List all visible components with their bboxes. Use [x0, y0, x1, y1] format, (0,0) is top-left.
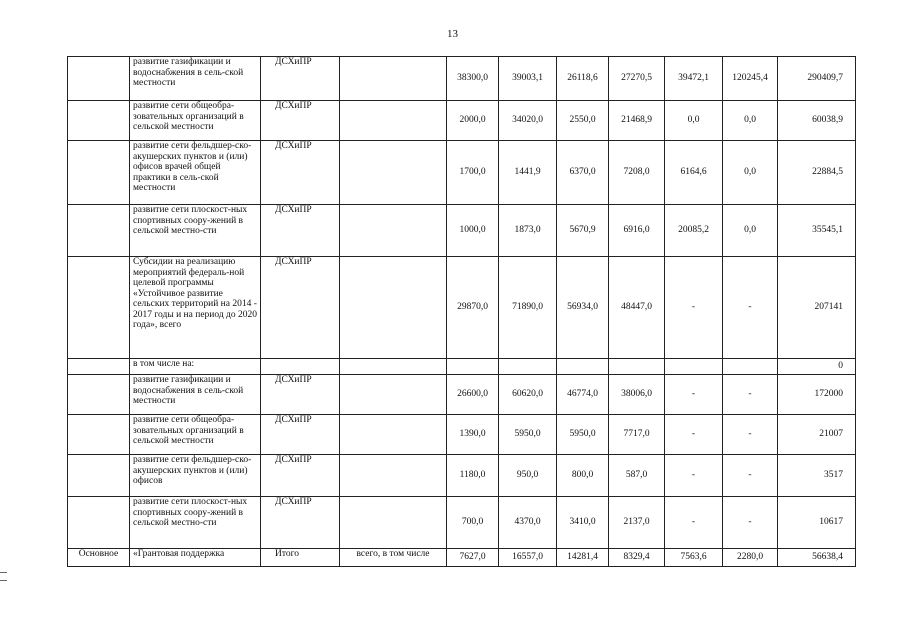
year-value-cell: 38006,0 [609, 375, 665, 415]
year-value-cell: 29870,0 [447, 257, 499, 359]
year-value-cell: - [665, 257, 723, 359]
year-value-cell: - [723, 257, 778, 359]
year-value-cell: 7717,0 [609, 415, 665, 455]
year-value-cell: 5950,0 [557, 415, 609, 455]
year-value-cell: 0,0 [723, 141, 778, 205]
year-value-cell: 1390,0 [447, 415, 499, 455]
year-value-cell: 6370,0 [557, 141, 609, 205]
total-value-cell: 172000 [778, 375, 856, 415]
year-value-cell [723, 359, 778, 375]
year-value-cell: 27270,5 [609, 57, 665, 101]
program-type-cell [68, 141, 130, 205]
year-value-cell: 6916,0 [609, 205, 665, 257]
program-type-cell: Основное [68, 549, 130, 567]
year-value-cell: 2137,0 [609, 497, 665, 549]
measure-name-cell: «Грантовая поддержка [130, 549, 261, 567]
program-type-cell [68, 497, 130, 549]
year-value-cell: 38300,0 [447, 57, 499, 101]
measure-name-cell: развитие газификации и водоснабжения в сель-ской местности [130, 57, 261, 101]
responsible-cell: ДСХиПР [261, 57, 340, 101]
year-value-cell: 950,0 [499, 455, 557, 497]
table-row [68, 205, 856, 257]
total-value-cell: 22884,5 [778, 141, 856, 205]
year-value-cell: 2000,0 [447, 101, 499, 141]
year-value-cell: 587,0 [609, 455, 665, 497]
year-value-cell [609, 359, 665, 375]
program-type-cell [68, 257, 130, 359]
year-value-cell: 56934,0 [557, 257, 609, 359]
year-value-cell: 5950,0 [499, 415, 557, 455]
year-value-cell: 1873,0 [499, 205, 557, 257]
table-row [68, 57, 856, 101]
year-value-cell: 14281,4 [557, 549, 609, 567]
year-value-cell: 48447,0 [609, 257, 665, 359]
page-number: 13 [447, 28, 458, 40]
total-value-cell: 3517 [778, 455, 856, 497]
year-value-cell: 16557,0 [499, 549, 557, 567]
table-row [68, 455, 856, 497]
year-value-cell: 39003,1 [499, 57, 557, 101]
year-value-cell: - [665, 415, 723, 455]
measure-name-cell: развитие сети фельдшер-ско-акушерских пунктов и (или) офисов [130, 455, 261, 497]
margin-tick-mark [0, 580, 7, 581]
program-type-cell [68, 359, 130, 375]
responsible-cell: Итого [261, 549, 340, 567]
year-value-cell: 46774,0 [557, 375, 609, 415]
year-value-cell: 800,0 [557, 455, 609, 497]
funding-source-cell [340, 141, 447, 205]
year-value-cell: - [723, 455, 778, 497]
funding-source-cell [340, 205, 447, 257]
year-value-cell: 1180,0 [447, 455, 499, 497]
year-value-cell: 21468,9 [609, 101, 665, 141]
responsible-cell: ДСХиПР [261, 101, 340, 141]
table-row [68, 415, 856, 455]
funding-source-cell [340, 455, 447, 497]
year-value-cell: 8329,4 [609, 549, 665, 567]
year-value-cell: 2280,0 [723, 549, 778, 567]
measure-name-cell: развитие сети плоскост-ных спортивных соору-жений в сельской местно-сти [130, 497, 261, 549]
total-value-cell: 10617 [778, 497, 856, 549]
year-value-cell: 26118,6 [557, 57, 609, 101]
program-type-cell [68, 455, 130, 497]
total-value-cell: 21007 [778, 415, 856, 455]
responsible-cell: ДСХиПР [261, 415, 340, 455]
measure-name-cell: развитие сети общеобра-зовательных организаций в сельской местности [130, 415, 261, 455]
year-value-cell: 0,0 [723, 101, 778, 141]
table-row [68, 549, 856, 567]
responsible-cell: ДСХиПР [261, 455, 340, 497]
total-value-cell: 56638,4 [778, 549, 856, 567]
year-value-cell [447, 359, 499, 375]
year-value-cell [665, 359, 723, 375]
measure-name-cell: Субсидии на реализацию мероприятий федераль-ной целевой программы «Устойчивое развитие сельских территорий на 2014 - 2017 годы и на период до 2020 года», всего [130, 257, 261, 359]
measure-name-cell: развитие сети общеобра-зовательных организаций в сельской местности [130, 101, 261, 141]
year-value-cell: 0,0 [723, 205, 778, 257]
responsible-cell: ДСХиПР [261, 497, 340, 549]
year-value-cell: 3410,0 [557, 497, 609, 549]
total-value-cell: 207141 [778, 257, 856, 359]
year-value-cell: - [723, 415, 778, 455]
margin-tick-mark [0, 572, 7, 573]
year-value-cell [557, 359, 609, 375]
responsible-cell: ДСХиПР [261, 375, 340, 415]
year-value-cell: 6164,6 [665, 141, 723, 205]
year-value-cell: 20085,2 [665, 205, 723, 257]
year-value-cell: 1441,9 [499, 141, 557, 205]
year-value-cell: - [723, 375, 778, 415]
responsible-cell: ДСХиПР [261, 257, 340, 359]
responsible-cell: ДСХиПР [261, 141, 340, 205]
table-body [68, 57, 856, 567]
year-value-cell: 39472,1 [665, 57, 723, 101]
budget-table [67, 56, 856, 567]
table-row [68, 497, 856, 549]
year-value-cell: 4370,0 [499, 497, 557, 549]
year-value-cell [499, 359, 557, 375]
total-value-cell: 60038,9 [778, 101, 856, 141]
measure-name-cell: развитие сети фельдшер-ско-акушерских пунктов и (или) офисов врачей общей практики в сель-ской местности [130, 141, 261, 205]
funding-source-cell [340, 257, 447, 359]
program-type-cell [68, 415, 130, 455]
funding-source-cell: всего, в том числе [340, 549, 447, 567]
measure-name-cell: развитие газификации и водоснабжения в сель-ской местности [130, 375, 261, 415]
funding-source-cell [340, 359, 447, 375]
program-type-cell [68, 375, 130, 415]
measure-name-cell: развитие сети плоскост-ных спортивных соору-жений в сельской местно-сти [130, 205, 261, 257]
year-value-cell: - [665, 455, 723, 497]
year-value-cell: 120245,4 [723, 57, 778, 101]
funding-source-cell [340, 375, 447, 415]
table-row [68, 375, 856, 415]
year-value-cell: 7208,0 [609, 141, 665, 205]
year-value-cell: 71890,0 [499, 257, 557, 359]
funding-source-cell [340, 415, 447, 455]
year-value-cell: 0,0 [665, 101, 723, 141]
program-type-cell [68, 101, 130, 141]
year-value-cell: 1700,0 [447, 141, 499, 205]
total-value-cell: 35545,1 [778, 205, 856, 257]
program-type-cell [68, 205, 130, 257]
year-value-cell: 2550,0 [557, 101, 609, 141]
year-value-cell: 7563,6 [665, 549, 723, 567]
year-value-cell: 60620,0 [499, 375, 557, 415]
table-row [68, 359, 856, 375]
funding-source-cell [340, 497, 447, 549]
program-type-cell [68, 57, 130, 101]
year-value-cell: - [665, 497, 723, 549]
total-value-cell: 290409,7 [778, 57, 856, 101]
table-row [68, 141, 856, 205]
total-value-cell: 0 [778, 359, 856, 375]
responsible-cell: ДСХиПР [261, 205, 340, 257]
year-value-cell: 1000,0 [447, 205, 499, 257]
year-value-cell: 34020,0 [499, 101, 557, 141]
funding-source-cell [340, 57, 447, 101]
funding-source-cell [340, 101, 447, 141]
table-row [68, 101, 856, 141]
table-row [68, 257, 856, 359]
year-value-cell: 700,0 [447, 497, 499, 549]
responsible-cell [261, 359, 340, 375]
year-value-cell: - [723, 497, 778, 549]
year-value-cell: 5670,9 [557, 205, 609, 257]
year-value-cell: 26600,0 [447, 375, 499, 415]
measure-name-cell: в том числе на: [130, 359, 261, 375]
year-value-cell: - [665, 375, 723, 415]
year-value-cell: 7627,0 [447, 549, 499, 567]
